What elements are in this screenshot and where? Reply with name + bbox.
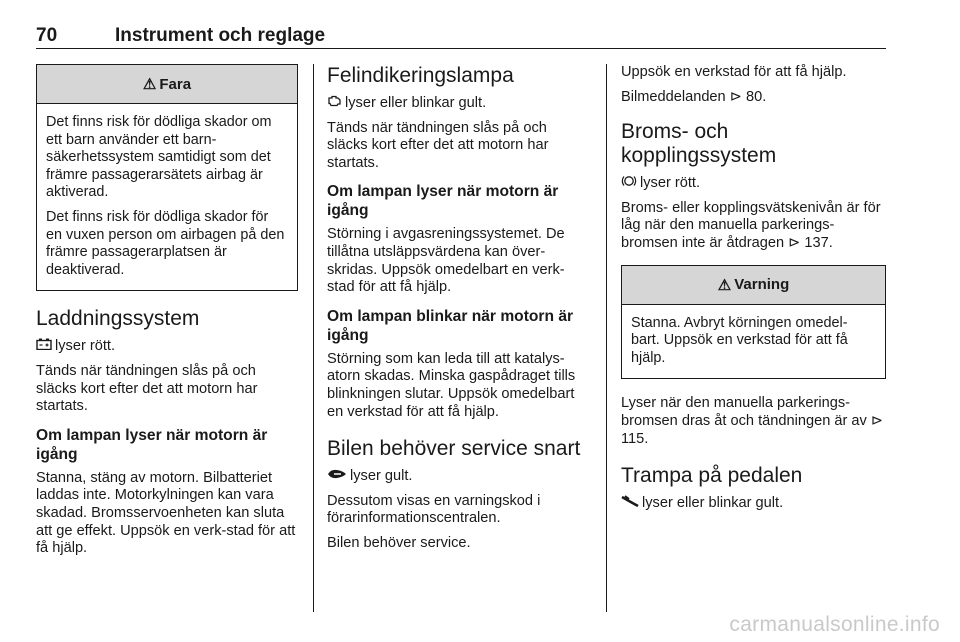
column-divider-2 [606, 64, 607, 612]
column-3 [621, 64, 886, 520]
service-indicator-line [327, 467, 589, 486]
battery-icon [36, 337, 52, 355]
malfunction-paragraph-1: Tänds när tändningen slås på och släcks kort efter det att motorn har startats. [327, 119, 549, 171]
engine-icon [327, 94, 342, 112]
column-divider-1 [313, 64, 314, 612]
brake-paragraph-1-page: 137. [804, 234, 833, 251]
warning-triangle-icon: ⚠ [142, 76, 157, 93]
vehicle-messages-page: 80. [746, 88, 767, 105]
warning-box-header [622, 266, 885, 305]
danger-box [36, 64, 298, 291]
pedal-indicator-text: lyser eller blinkar gult. [642, 495, 784, 512]
parking-brake-text: Lyser när den manuella parkerings-bromsen dras åt och tändningen är av [621, 395, 867, 429]
service-paragraph-1: Dessutom visas en varningskod i förarinformationscentralen. [327, 492, 541, 527]
page-header [36, 6, 886, 46]
warning-triangle-icon: ⚠ [717, 276, 732, 294]
charging-paragraph-2: Stanna, stäng av motorn. Bilbatteriet laddas inte. Motorkylningen kan vara skadad. Bromsservoenheten kan sluta att ge effekt. Uppsök en verk-stad för att få hjälp. [36, 469, 296, 557]
section-title-service: Bilen behöver service snart [327, 437, 581, 461]
danger-box-header [37, 65, 297, 104]
section-title-malfunction: Felindikeringslampa [327, 64, 514, 87]
service-paragraph-2: Bilen behöver service. [327, 534, 471, 551]
charging-indicator-text: lyser rött. [55, 338, 116, 355]
section-title-pedal: Trampa på pedalen [621, 464, 803, 488]
brake-indicator-line [621, 174, 886, 193]
malfunction-subheading-1: Om lampan lyser när motorn är igång [327, 183, 559, 220]
malfunction-indicator-line [327, 94, 589, 113]
parking-brake-page: 115. [621, 430, 649, 447]
warning-paragraph: Stanna. Avbryt körningen omedel-bart. Uppsök en verkstad för att få hjälp. [631, 314, 848, 366]
warning-box-title: Varning [734, 276, 790, 294]
column-2 [327, 64, 589, 560]
foot-pedal-icon [621, 494, 639, 512]
parking-brake-paragraph [621, 395, 886, 448]
charging-indicator-line [36, 337, 298, 356]
brake-warning-icon [621, 174, 637, 192]
danger-box-title: Fara [159, 75, 192, 93]
charging-paragraph-1: Tänds när tändningen slås på och släcks kort efter det att motorn har startats. [36, 362, 258, 415]
header-rule [36, 48, 886, 49]
service-indicator-text: lyser gult. [350, 468, 413, 485]
chapter-title: Instrument och reglage [115, 25, 326, 46]
malfunction-subheading-2: Om lampan blinkar när motorn är igång [327, 307, 574, 344]
service-wrench-icon [327, 467, 347, 485]
brake-indicator-text: lyser rött. [640, 175, 701, 192]
danger-box-body [37, 104, 297, 290]
malfunction-indicator-text: lyser eller blinkar gult. [345, 95, 487, 111]
vehicle-messages-ref [621, 89, 886, 107]
brake-paragraph-1-text: Broms- eller kopplingsvätskenivån är för låg när den manuella parkerings-bromsen inte är åtdragen [621, 199, 881, 251]
danger-paragraph-1: Det finns risk för dödliga skador om ett barn använder ett barn-säkerhetssystem samtidigt som det främre passagerarsätets airbag är aktiverad. [46, 114, 272, 201]
warning-box-body [622, 305, 885, 379]
section-title-brake: Broms- och kopplingssystem [621, 120, 777, 168]
warning-box [621, 265, 886, 380]
page-number: 70 [36, 25, 58, 46]
page-ref-arrow-icon: ⊳ [788, 234, 801, 251]
malfunction-paragraph-2: Störning i avgasreningssystemet. De tillåtna utsläppsvärdena kan över-skridas. Uppsök omedelbart en verk-stad för att få hjälp. [327, 226, 565, 296]
section-title-charging: Laddningssystem [36, 307, 200, 331]
charging-subheading: Om lampan lyser när motorn är igång [36, 426, 268, 463]
page-ref-arrow-icon: ⊳ [870, 412, 884, 429]
vehicle-messages-text: Bilmeddelanden [621, 88, 726, 105]
danger-paragraph-2: Det finns risk för dödliga skador för en vuxen person om airbagen på den främre passagerarplatsen är deaktiverad. [46, 208, 285, 278]
pedal-indicator-line [621, 494, 886, 513]
brake-paragraph-1 [621, 200, 886, 253]
brake-paragraph-intro: Uppsök en verkstad för att få hjälp. [621, 64, 847, 80]
page-ref-arrow-icon: ⊳ [729, 88, 742, 105]
malfunction-paragraph-3: Störning som kan leda till att katalys-atorn skadas. Minska gaspådraget tills blinkningen slutar. Uppsök omedelbart en verkstad för att få hjälp. [327, 350, 576, 420]
column-1 [36, 64, 298, 565]
watermark: carmanualsonline.info [729, 613, 940, 636]
